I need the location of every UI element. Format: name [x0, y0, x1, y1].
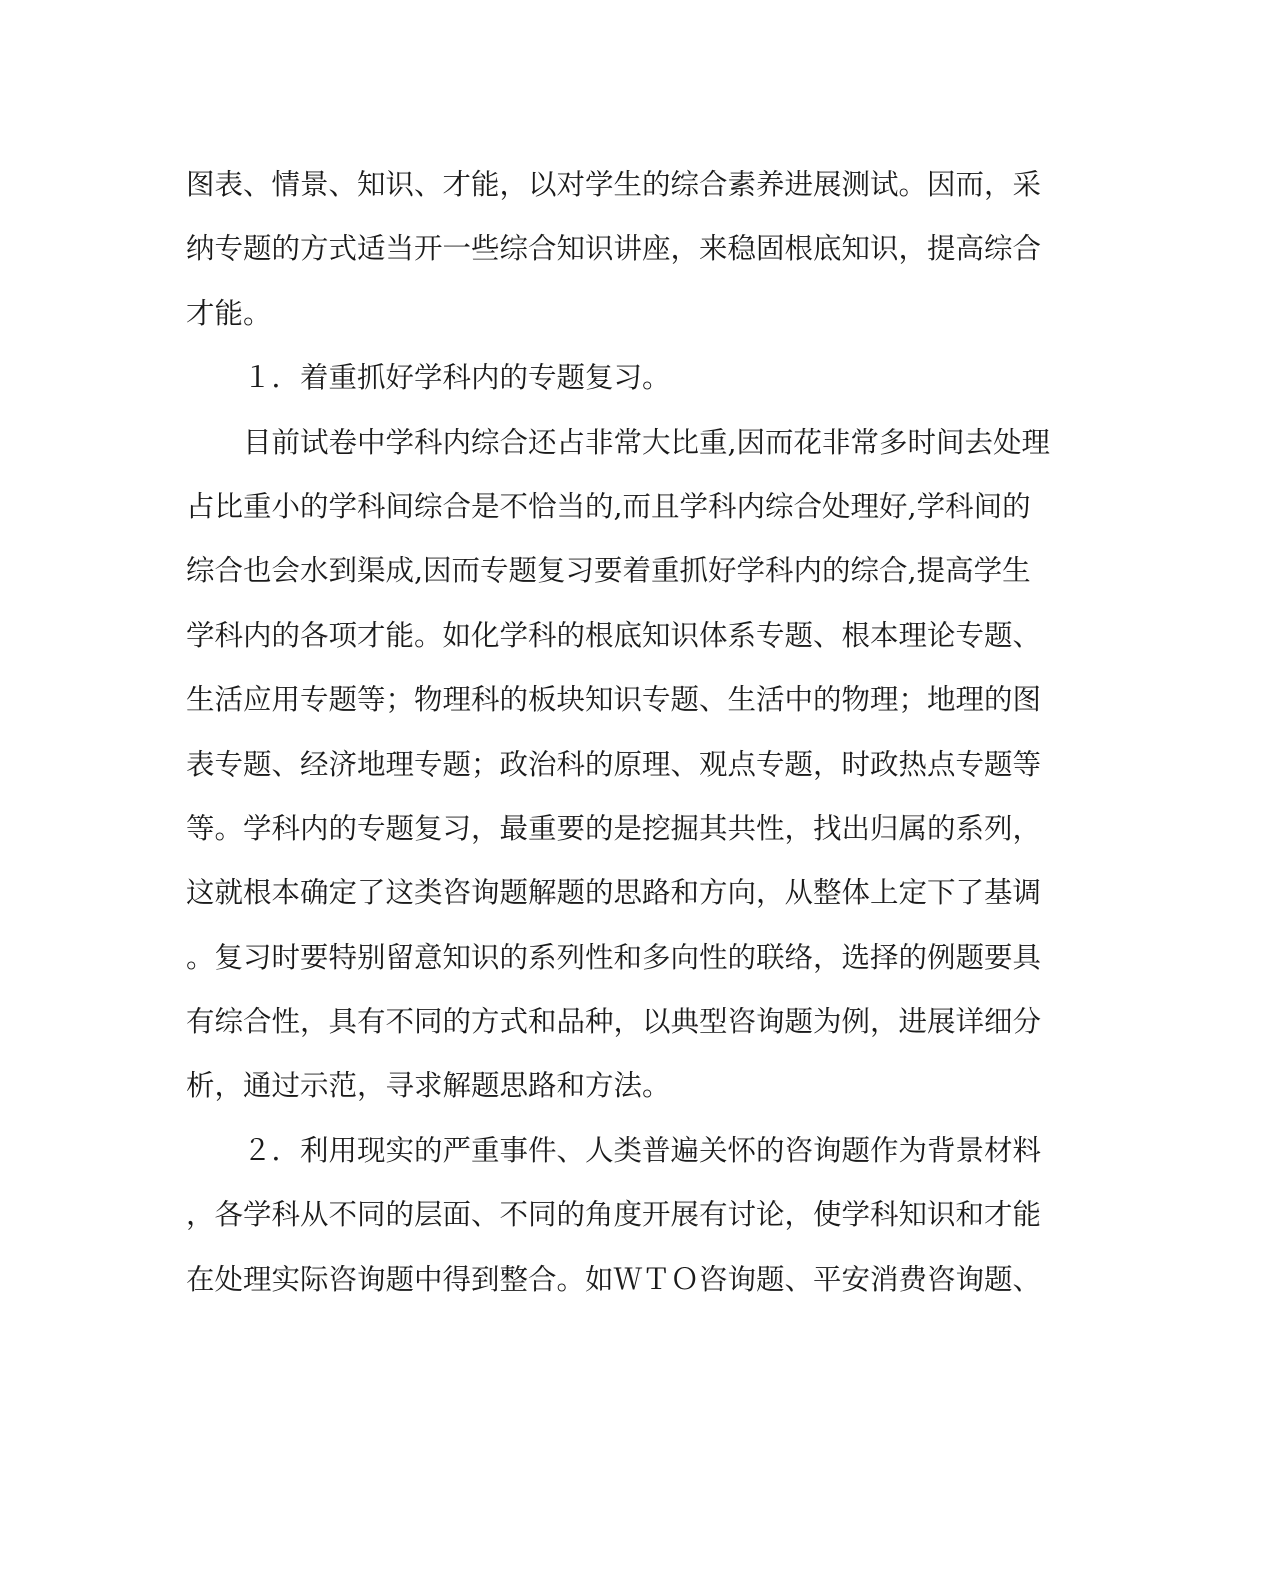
text-line: 表专题、经济地理专题；政治科的原理、观点专题，时政热点专题等 [186, 747, 1042, 781]
text-line: 才能。 [186, 296, 272, 330]
text-line: 这就根本确定了这类咨询题解题的思路和方向，从整体上定下了基调 [186, 876, 1042, 910]
text-line: ２．利用现实的严重事件、人类普遍关怀的咨询题作为背景材料 [186, 1133, 1042, 1167]
text-line: １．着重抓好学科内的专题复习。 [186, 361, 671, 395]
text-line: 学科内的各项才能。如化学科的根底知识体系专题、根本理论专题、 [186, 618, 1042, 652]
text-line: 纳专题的方式适当开一些综合知识讲座，来稳固根底知识，提高综合 [186, 232, 1042, 266]
text-line: ，各学科从不同的层面、不同的角度开展有讨论，使学科知识和才能 [186, 1198, 1042, 1232]
body-text [186, 153, 1056, 1312]
text-line: 综合也会水到渠成,因而专题复习要着重抓好学科内的综合,提高学生 [186, 554, 1031, 588]
text-line: 等。学科内的专题复习，最重要的是挖掘其共性，找出归属的系列， [186, 811, 1042, 845]
text-line: 占比重小的学科间综合是不恰当的,而且学科内综合处理好,学科间的 [186, 489, 1031, 523]
text-line: 生活应用专题等；物理科的板块知识专题、生活中的物理；地理的图 [186, 683, 1042, 717]
text-line: 有综合性，具有不同的方式和品种，以典型咨询题为例，进展详细分 [186, 1005, 1042, 1039]
text-line: 在处理实际咨询题中得到整合。如ＷＴＯ咨询题、平安消费咨询题、 [186, 1262, 1042, 1296]
text-line: 图表、情景、知识、才能，以对学生的综合素养进展测试。因而，采 [186, 168, 1042, 201]
text-line: 。复习时要特别留意知识的系列性和多向性的联络，选择的例题要具 [186, 940, 1042, 974]
text-line: 目前试卷中学科内综合还占非常大比重,因而花非常多时间去处理 [186, 425, 1051, 459]
text-line: 析，通过示范，寻求解题思路和方法。 [186, 1069, 671, 1103]
